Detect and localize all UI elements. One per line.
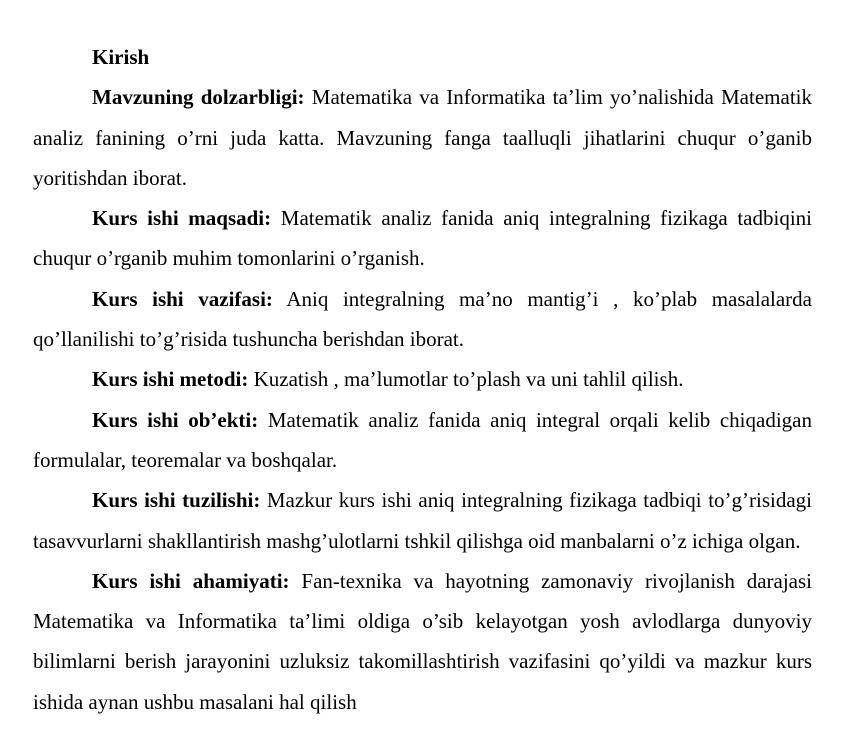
document-page [33,37,812,722]
paragraph-text: Mazkur kurs ishi aniq integralning fizikaga tadbiqi to’g’risidagi tasavvurlarni shakllantirish mashg’ulotlarni tshkil qilishga oid manbalarni o’z ichiga olgan. [33,488,813,553]
paragraph-text: Matematika va Informatika ta’lim yo’nalishida Matematik analiz fanining o’rni juda katta. Mavzuning fanga taalluqli jihatlarini chuqur o’ganib yoritishdan iborat. [33,85,812,190]
paragraph-text: Kuzatish , ma’lumotlar to’plash va uni tahlil qilish. [248,367,684,392]
paragraph-method [33,359,812,399]
paragraph-label: Kurs ishi vazifasi: [92,286,273,311]
paragraph-text: Matematik analiz fanida aniq integral orqali kelib chiqadigan formulalar, teoremalar va boshqalar. [33,407,812,472]
paragraph-label: Kurs ishi ob’ekti: [92,407,259,432]
paragraph-text: Aniq integralning ma’no mantig’i , ko’plab masalalarda qo’llanilishi to’g’risida tushuncha berishdan iborat. [33,286,812,352]
paragraph-label: Kurs ishi maqsadi: [92,206,272,231]
paragraph-goal [33,198,812,279]
paragraph-structure [33,480,812,561]
paragraph-label: Kurs ishi tuzilishi: [92,488,261,513]
paragraph-relevance [33,77,812,198]
section-heading: Kirish [92,45,150,69]
paragraph-label: Kurs ishi metodi: [92,367,249,392]
paragraph-significance [33,561,812,722]
paragraph-label: Mavzuning dolzarbligi: [92,85,305,110]
paragraph-task [33,279,812,360]
paragraph-text: Fan-texnika va hayotning zamonaviy rivojlanish darajasi Matematika va Informatika ta’limi oldiga o’sib kelayotgan yosh avlodlarga dunyoviy bilimlarni berish jarayonini uzluksiz takomillashtirish vazifasini qo’yildi va mazkur kurs ishida aynan ushbu masalani hal qilish [33,568,812,714]
paragraph-text: Matematik analiz fanida aniq integralning fizikaga tadbiqini chuqur o’rganib muhim tomonlarini o’rganish. [33,206,812,271]
paragraph-label: Kurs ishi ahamiyati: [92,568,290,593]
paragraph-object [33,400,812,481]
